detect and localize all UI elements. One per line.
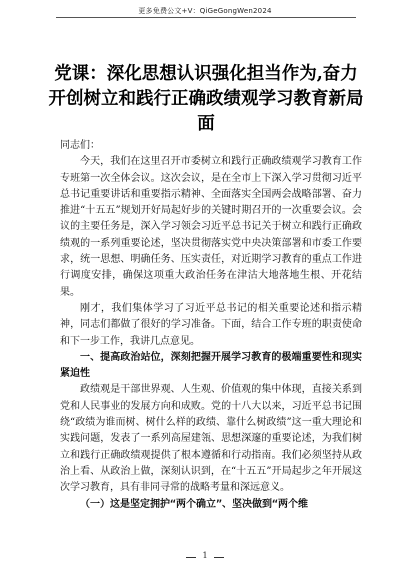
salutation: 同志们：: [60, 140, 100, 151]
body-paragraph-1: 今天，我们在这里召开市委树立和践行正确政绩观学习教育工作专班第一次全体会议。这次会议，是在全市上下深入学习贯彻习近平总书记重要讲话和重要指示精神、全面落实全国两会战略部署、奋力推进“十五五”规划开好局起好步的关键时期召开的一次重要会议。会议的主要任务是，深入学习领会习近平总书记关于树立和践行正确政绩观的一系列重要论述，坚决贯彻落实党中央决策部署和市委工作要求，统一思想、明确任务、压实责任，对近期学习教育的重点工作进行调度安排，确保这项重大政治任务在津沽大地落地生根、开花结果。: [60, 156, 362, 298]
footer-dash-left: [186, 557, 196, 558]
document-title: 党课：深化思想认识强化担当作为,奋力开创树立和践行正确政绩观学习教育新局面: [48, 64, 364, 134]
footer-dash-right: [214, 557, 224, 558]
document-body: [60, 138, 362, 513]
section-1-paragraph: 政绩观是干部世界观、人生观、价值观的集中体现，直接关系到党和人民事业的发展方向和成败。党的十八大以来，习近平总书记围绕“政绩为谁而树、树什么样的政绩、靠什么树政绩”这一重大理论和实践问题，发表了一系列高屋建瓴、思想深邃的重要论述，为我们树立和践行正确政绩观提供了根本遵循和行动指南。我们必须坚持从政治上看、从政治上做，深刻认识到，在“十五五”开局起步之年开展这次学习教育，具有非同寻常的战略考量和深远意义。: [60, 384, 362, 494]
body-paragraph-2: 刚才，我们集体学习了习近平总书记的相关重要论述和指示精神，同志们都做了很好的学习准备。下面，结合工作专班的职责使命和下一步工作，我讲几点意见。: [60, 302, 362, 347]
header-rule: [56, 17, 356, 18]
header-watermark: 更多免费公文+V：QiGeGongWen2024: [138, 7, 272, 15]
section-heading-1: 一、提高政治站位，深刻把握开展学习教育的极端重要性和现实紧迫性: [60, 351, 362, 380]
page-number: 1: [202, 551, 208, 560]
subsection-heading: （一）这是坚定拥护“两个确立”、坚决做到“两个维: [80, 498, 309, 510]
